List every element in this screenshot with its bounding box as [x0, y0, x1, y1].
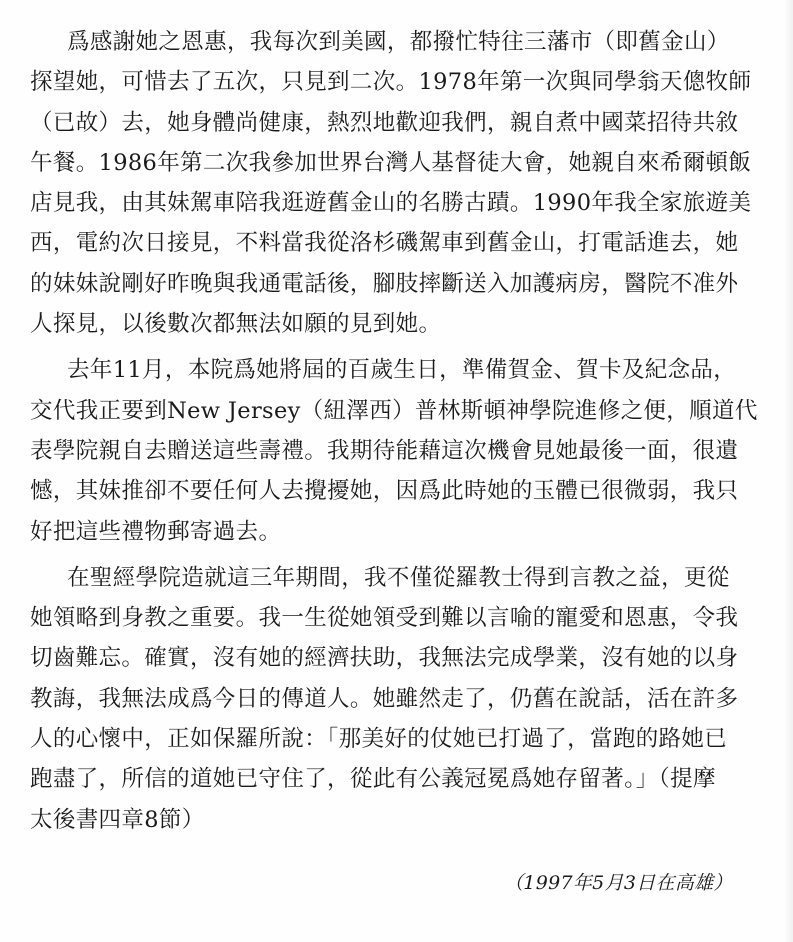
- date-signature: （1997年5月3日在高雄）: [504, 872, 733, 894]
- text-line: 在聖經學院造就這三年期間，我不僅從羅教士得到言教之益，更從: [67, 564, 730, 591]
- scan-edge: [783, 0, 793, 942]
- text-line: 切齒難忘。確實，沒有她的經濟扶助，我無法完成學業，沒有她的以身: [30, 645, 739, 672]
- body-text: [30, 22, 760, 840]
- text-line: 憾，其妹推卻不要任何人去攪擾她，因爲此時她的玉體已很微弱，我只: [30, 478, 739, 505]
- text-line: 店見我，由其妹駕車陪我逛遊舊金山的名勝古蹟。1990年我全家旅遊美: [30, 190, 752, 217]
- text-line: 教誨，我無法成爲今日的傳道人。她雖然走了，仍舊在說話，活在許多: [30, 685, 739, 712]
- text-line: 表學院親自去贈送這些壽禮。我期待能藉這次機會見她最後一面，很遺: [30, 437, 739, 464]
- text-line: 她領略到身教之重要。我一生從她領受到難以言喻的寵愛和恩惠，令我: [30, 605, 739, 632]
- text-line: 人探見，以後數次都無法如願的見到她。: [30, 311, 442, 338]
- text-line: 西，電約次日接見，不料當我從洛杉磯駕車到舊金山，打電話進去，她: [30, 230, 739, 257]
- text-line: 的妹妹說剛好昨晚與我通電話後，腳肢摔斷送入加護病房，醫院不准外: [30, 270, 739, 297]
- paragraph-2: [30, 350, 760, 551]
- text-line: 交代我正要到New Jersey（紐澤西）普林斯頓神學院進修之便，順道代: [30, 397, 758, 424]
- text-line: 跑盡了，所信的道她已守住了，從此有公義冠冕爲她存留著。」（提摩: [30, 766, 716, 793]
- text-line: 探望她，可惜去了五次，只見到二次。1978年第一次與同學翁天傯牧師: [30, 69, 752, 96]
- text-line: （已故）去，她身體尚健康，熱烈地歡迎我們，親自煮中國菜招待共敘: [30, 109, 739, 136]
- text-line: 去年11月，本院爲她將屆的百歲生日，準備賀金、賀卡及紀念品，: [67, 357, 737, 384]
- text-line: 午餐。1986年第二次我參加世界台灣人基督徒大會，她親自來希爾頓飯: [30, 149, 752, 176]
- text-line: 人的心懷中，正如保羅所說：「那美好的仗她已打過了，當跑的路她已: [30, 726, 728, 753]
- text-line: 好把這些禮物郵寄過去。: [30, 518, 282, 545]
- text-line: 太後書四章8節）: [30, 806, 205, 833]
- text-line: 爲感謝她之恩惠，我每次到美國，都撥忙特往三藩市（即舊金山）: [67, 29, 730, 55]
- paragraph-3: [30, 558, 760, 840]
- paragraph-1: [30, 22, 760, 344]
